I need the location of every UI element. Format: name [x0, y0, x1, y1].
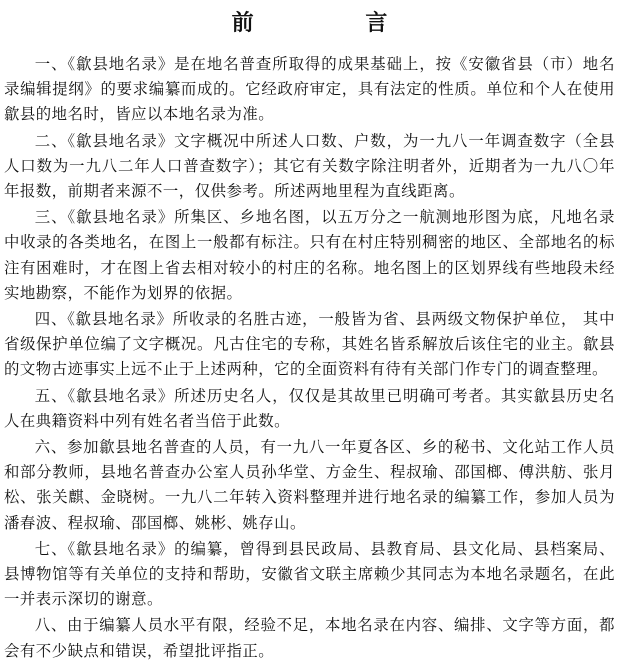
preface-paragraph-3: 三、《歙县地名录》所集区、乡地名图，以五万分之一航测地形图为底，凡地名录中收录的各类地名，在图上一般都有标注。只有在村庄特别稠密的地区、全部地名的标注有困难时，才在图上省去相对较小的村庄的名称。地名图上的区划界线有些地段未经实地勘察，不能作为划界的依据。	[4, 208, 615, 302]
page-title: 前 言	[231, 10, 440, 36]
preface-paragraph-2: 二、《歙县地名录》文字概况中所述人口数、户数，为一九八一年调查数字（全县人口数为一九八二年人口普查数字）；其它有关数字除注明者外，近期者为一九八〇年年报数，前期者来源不一，仅供参考。所述两地里程为直线距离。	[4, 131, 615, 201]
preface-paragraph-7: 七、《歙县地名录》的编纂，曾得到县民政局、县教育局、县文化局、县档案局、县博物馆等有关单位的支持和帮助，安徽省文联主席赖少其同志为本地名录题名，在此一并表示深切的谢意。	[4, 539, 615, 609]
preface-paragraph-8: 八、由于编纂人员水平有限，经验不足，本地名录在内容、编排、文字等方面，都会有不少缺点和错误，希望批评指正。	[4, 616, 615, 660]
preface-paragraph-1: 一、《歙县地名录》是在地名普查所取得的成果基础上，按《安徽省县（市）地名录编辑提纲》的要求编纂而成的。它经政府审定，具有法定的性质。单位和个人在使用歙县的地名时，皆应以本地名录为准。	[4, 55, 615, 124]
preface-paragraph-6: 六、参加歙县地名普查的人员，有一九八一年夏各区、乡的秘书、文化站工作人员和部分教师，县地名普查办公室人员孙华堂、方金生、程叔瑜、邵国榔、傅洪舫、张月松、张关麒、金晓树。一九八二年转入资料整理并进行地名录的编纂工作，参加人员为潘春波、程叔瑜、邵国榔、姚彬、姚存山。	[4, 438, 615, 532]
preface-paragraph-5: 五、《歙县地名录》所述历史名人，仅仅是其故里已明确可考者。其实歙县历史名人在典籍资料中列有姓名者当倍于此数。	[4, 386, 615, 430]
preface-paragraph-4: 四、《歙县地名录》所收录的名胜古迹，一般皆为省、县两级文物保护单位， 其中省级保护单位编了文字概况。凡古住宅的专称，其姓名皆系解放后该住宅的业主。歙县的文物古迹事实上远不止于上述两种，它的全面资料有待有关部门作专门的调查整理。	[4, 310, 615, 379]
